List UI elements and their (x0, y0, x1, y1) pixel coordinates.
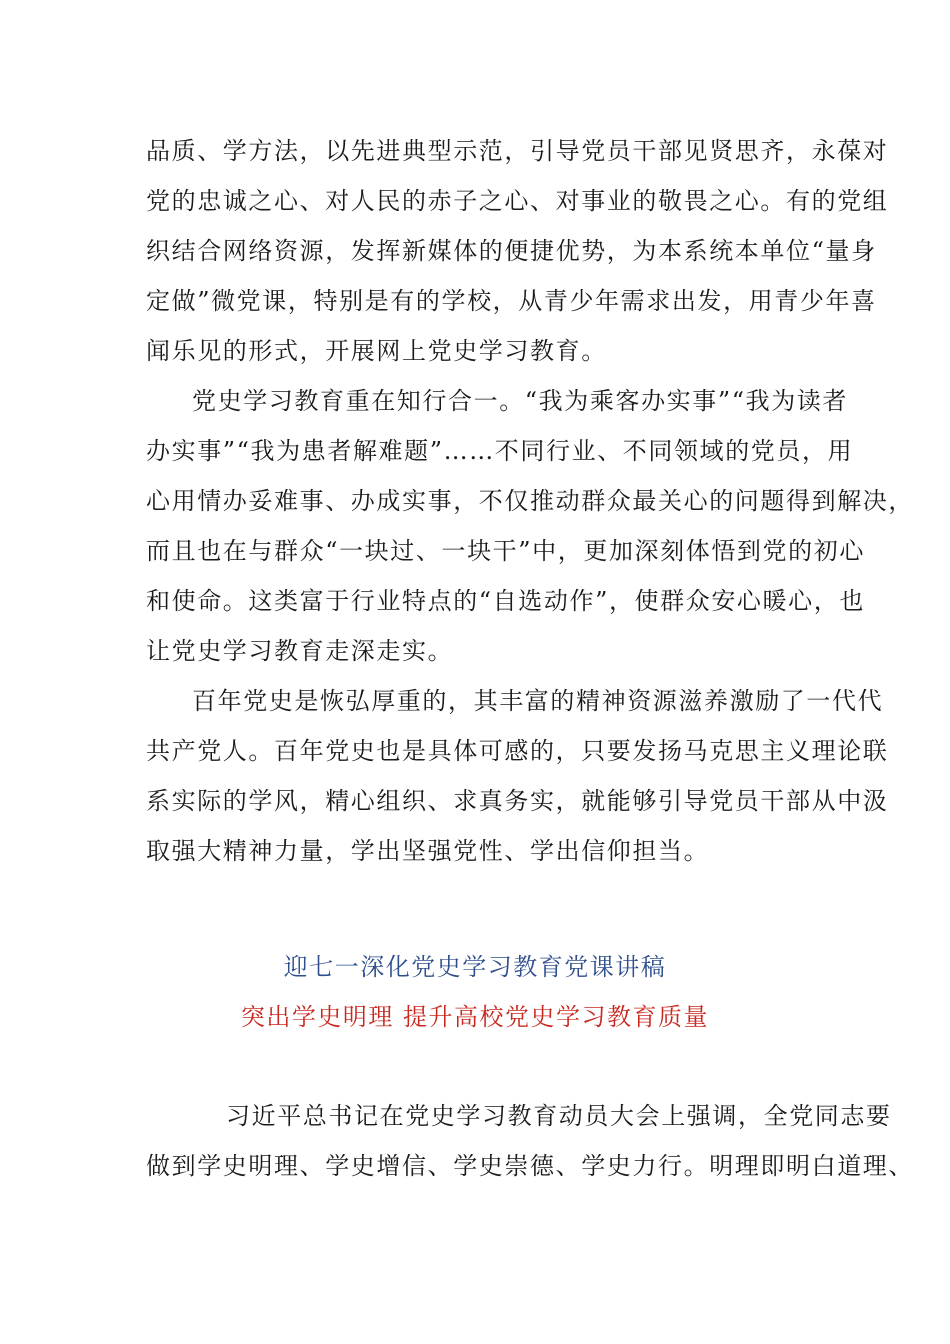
paragraph-2-line-3: 心用情办妥难事、办成实事，不仅推动群众最关心的问题得到解决， (146, 487, 914, 515)
paragraph-4-line-1: 习近平总书记在党史学习教育动员大会上强调，全党同志要 (226, 1102, 892, 1130)
paragraph-1-line-3: 织结合网络资源，发挥新媒体的便捷优势，为本系统本单位“量身 (146, 237, 877, 265)
paragraph-4-line-2: 做到学史明理、学史增信、学史崇德、学史力行。明理即明白道理、 (146, 1152, 914, 1180)
paragraph-2-line-4: 而且也在与群众“一块过、一块干”中，更加深刻体悟到党的初心 (146, 537, 865, 565)
section-title: 迎七一深化党史学习教育党课讲稿 (283, 953, 667, 981)
paragraph-3-line-2: 共产党人。百年党史也是具体可感的，只要发扬马克思主义理论联 (146, 737, 889, 765)
paragraph-3-line-3: 系实际的学风，精心组织、求真务实，就能够引导党员干部从中汲 (146, 787, 889, 815)
paragraph-2-line-6: 让党史学习教育走深走实。 (146, 637, 454, 665)
paragraph-1-line-5: 闻乐见的形式，开展网上党史学习教育。 (146, 337, 607, 365)
paragraph-2-line-5: 和使命。这类富于行业特点的“自选动作”，使群众安心暖心，也 (146, 587, 865, 615)
paragraph-1-line-1: 品质、学方法，以先进典型示范，引导党员干部见贤思齐，永葆对 (146, 137, 889, 165)
paragraph-1-line-2: 党的忠诚之心、对人民的赤子之心、对事业的敬畏之心。有的党组 (146, 187, 889, 215)
paragraph-1-line-4: 定做”微党课，特别是有的学校，从青少年需求出发，用青少年喜 (146, 287, 877, 315)
paragraph-3-line-1: 百年党史是恢弘厚重的，其丰富的精神资源滋养激励了一代代 (192, 687, 884, 715)
paragraph-3-line-4: 取强大精神力量，学出坚强党性、学出信仰担当。 (146, 837, 710, 865)
section-subtitle: 突出学史明理 提升高校党史学习教育质量 (240, 1003, 710, 1031)
paragraph-2-line-1: 党史学习教育重在知行合一。“我为乘客办实事”“我为读者 (192, 387, 849, 415)
paragraph-2-line-2: 办实事”“我为患者解难题”……不同行业、不同领域的党员，用 (146, 437, 854, 465)
